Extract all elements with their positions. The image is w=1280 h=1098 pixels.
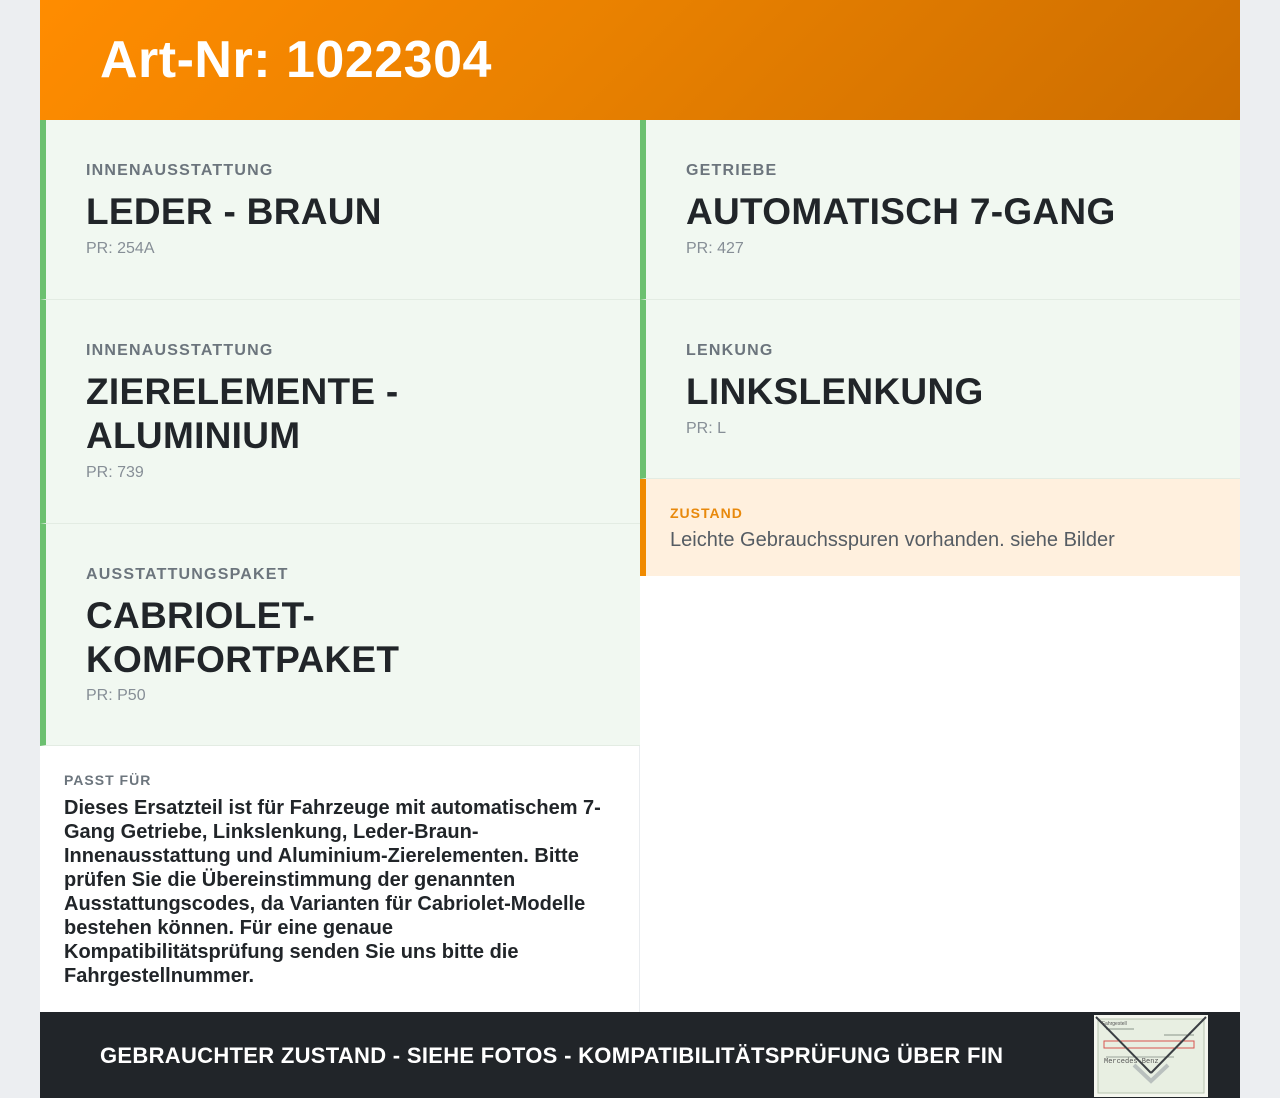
spec-card-interior-leather: [40, 120, 640, 300]
compatibility-text: Dieses Ersatzteil ist für Fahrzeuge mit automatischem 7-Gang Getriebe, Linkslenkung, Leder-Braun-Innenausstattung und Aluminium-Zierelementen. Bitte prüfen Sie die Übereinstimmung der genannten Ausstattungscodes, da Varianten für Cabriolet-Modelle bestehen können. Für eine genaue Kompatibilitätsprüfung senden Sie uns bitte die Fahrgestellnummer.: [64, 797, 601, 987]
left-column: [40, 120, 640, 1012]
footer-bar: [40, 1012, 1240, 1098]
article-number-title: Art-Nr: 1022304: [100, 31, 492, 89]
spec-card-interior-trim: [40, 300, 640, 524]
footer-title: GEBRAUCHTER ZUSTAND - SIEHE FOTOS - KOMPATIBILITÄTSPRÜFUNG ÜBER FIN: [100, 1043, 1004, 1068]
spec-label: INNENAUSSTATTUNG: [86, 342, 274, 359]
spec-value: AUTOMATISCH 7-GANG: [686, 191, 1116, 232]
spec-value: ZIERELEMENTE - ALUMINIUM: [86, 371, 399, 456]
spec-value: LINKSLENKUNG: [686, 371, 984, 412]
thumbnail-caption-top: Fahrgestell: [1102, 1021, 1127, 1027]
spec-pr-code: PR: 427: [686, 240, 744, 257]
product-sheet: [40, 0, 1240, 1098]
registration-document-image: [1094, 1015, 1208, 1097]
spec-value: CABRIOLET-KOMFORTPAKET: [86, 595, 400, 680]
spec-card-equipment-package: [40, 524, 640, 746]
condition-text: Leichte Gebrauchsspuren vorhanden. siehe Bilder: [670, 529, 1115, 551]
header-banner: [40, 0, 1240, 120]
spec-pr-code: PR: P50: [86, 687, 146, 704]
spec-grid: [40, 120, 1240, 1012]
spec-label: AUSSTATTUNGSPAKET: [86, 566, 289, 583]
spec-label: INNENAUSSTATTUNG: [86, 162, 274, 179]
spec-pr-code: PR: 739: [86, 464, 144, 481]
spec-card-steering: [640, 300, 1240, 479]
thumbnail-caption-brand: Mercedes-Benz: [1104, 1058, 1159, 1066]
compatibility-section: [40, 746, 639, 1012]
spec-pr-code: PR: L: [686, 420, 727, 437]
condition-label: ZUSTAND: [670, 505, 743, 521]
compatibility-label: PASST FÜR: [64, 772, 152, 788]
spec-label: GETRIEBE: [686, 162, 778, 179]
spec-card-transmission: [640, 120, 1240, 300]
document-thumbnail-icon[interactable]: [1092, 1013, 1210, 1098]
spec-label: LENKUNG: [686, 342, 774, 359]
spec-value: LEDER - BRAUN: [86, 191, 382, 232]
condition-note: [640, 479, 1240, 576]
right-column: [640, 120, 1240, 1012]
spec-pr-code: PR: 254A: [86, 240, 155, 257]
